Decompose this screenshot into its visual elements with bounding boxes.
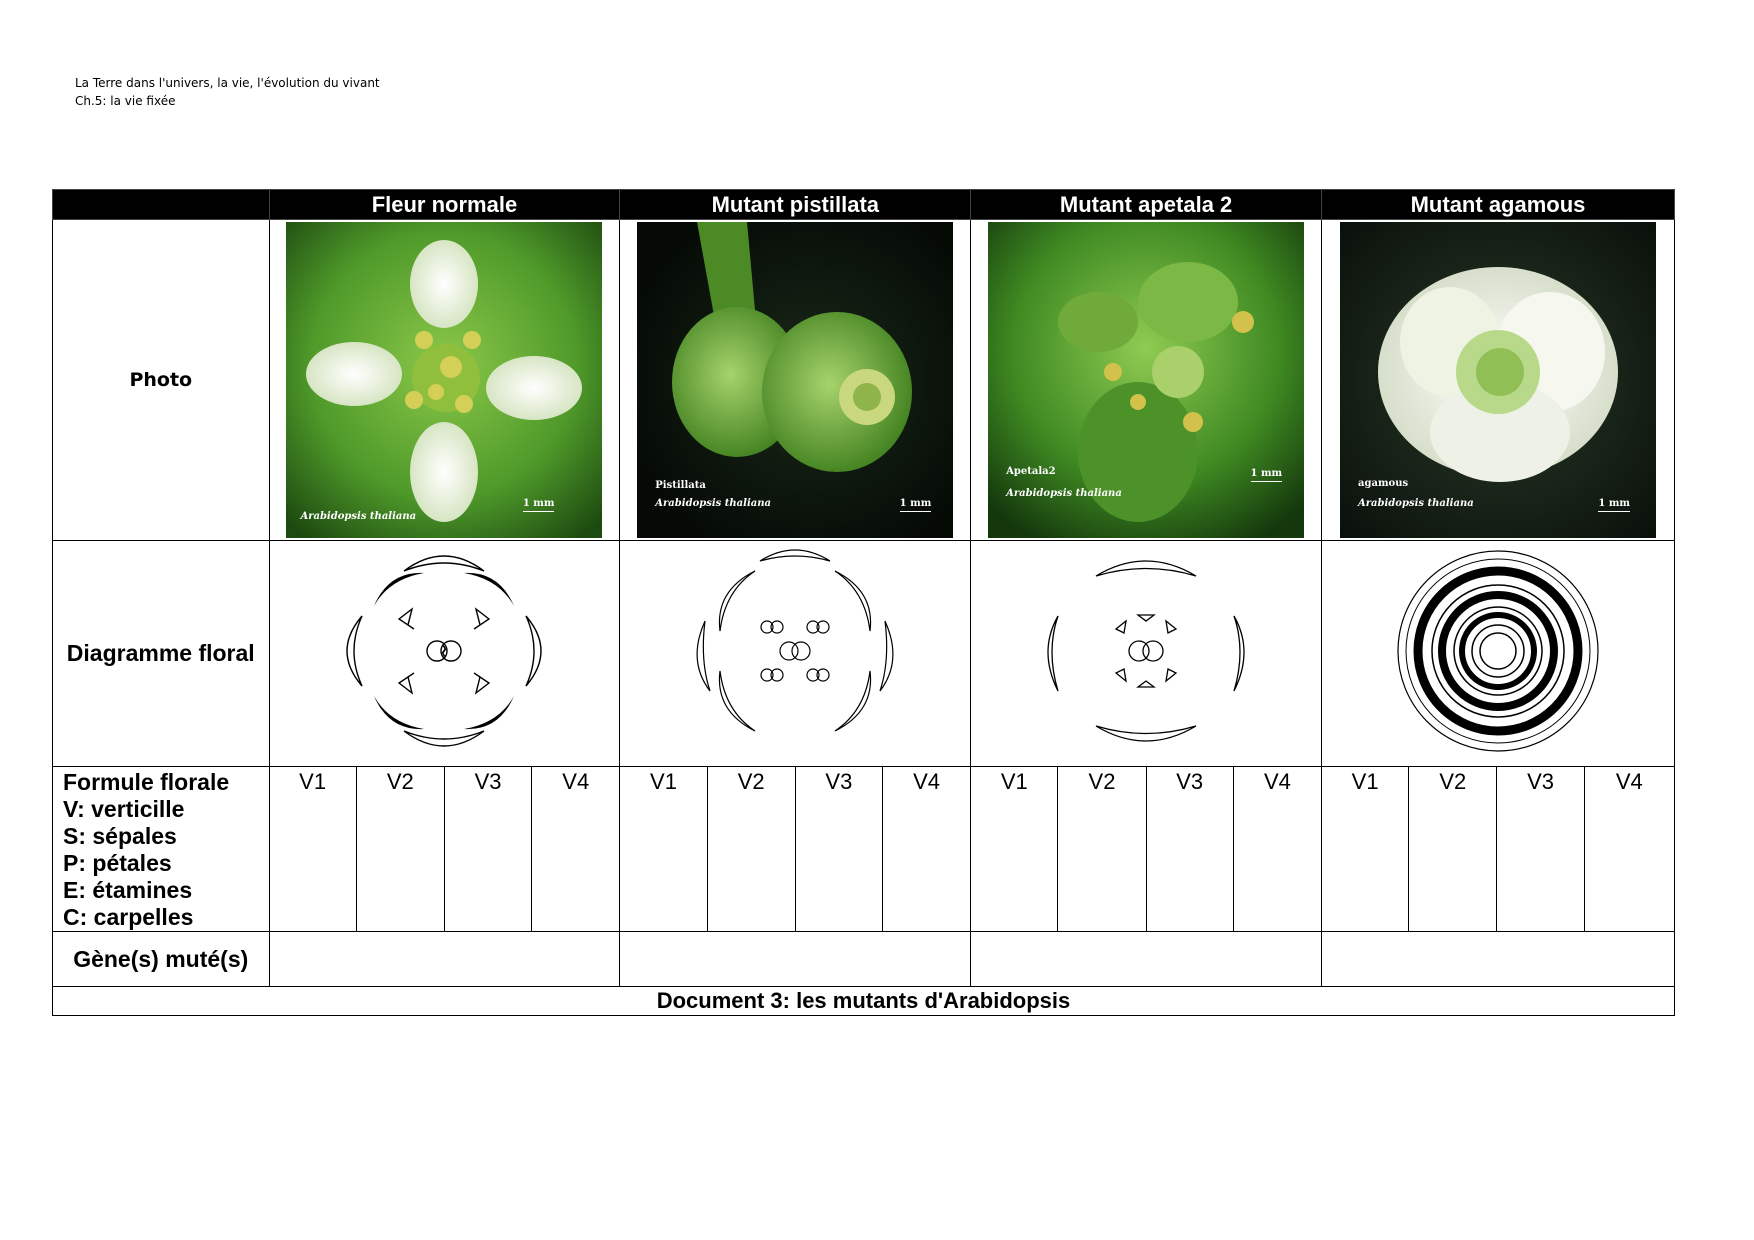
floral-diagram-apetala2 (1046, 546, 1246, 756)
photo-mutant-name: Pistillata (655, 480, 706, 491)
floral-diagram-normal (334, 546, 554, 756)
corner-cell (53, 190, 270, 220)
mutants-table (52, 189, 1675, 1016)
flower-image-agamous (1340, 222, 1656, 538)
whorl-cell[interactable]: V4 (1233, 767, 1321, 932)
caption-row (53, 987, 1675, 1016)
photo-species-label: Arabidopsis thaliana (300, 511, 417, 522)
photo-agamous-flower (1340, 222, 1656, 538)
genes-cell-pistillata[interactable] (620, 932, 971, 987)
whorl-cell[interactable]: V2 (707, 767, 795, 932)
photo-mutant-name: agamous (1358, 478, 1409, 489)
genes-cell-normal[interactable] (269, 932, 620, 987)
col-title-normal: Fleur normale (269, 190, 620, 220)
photo-row (53, 220, 1675, 541)
col-title-apetala2: Mutant apetala 2 (971, 190, 1322, 220)
row-label-genes: Gène(s) muté(s) (53, 932, 270, 987)
whorl-cell[interactable]: V4 (1584, 767, 1674, 932)
diagram-row (53, 541, 1675, 767)
formula-title: Formule florale (63, 769, 230, 795)
header-line-2: Ch.5: la vie fixée (75, 94, 176, 108)
photo-cell-apetala2 (971, 220, 1322, 541)
whorl-cell[interactable]: V2 (1058, 767, 1146, 932)
whorl-cell[interactable]: V2 (1409, 767, 1497, 932)
photo-cell-pistillata (620, 220, 971, 541)
header-row (53, 190, 1675, 220)
whorl-cell[interactable]: V1 (620, 767, 707, 932)
photo-cell-agamous (1322, 220, 1675, 541)
diagram-cell-pistillata (620, 541, 971, 767)
whorl-cell[interactable]: V3 (795, 767, 882, 932)
photo-species-label: Arabidopsis thaliana (655, 498, 771, 509)
formula-row (53, 767, 1675, 932)
scale-bar: 1 mm (1251, 468, 1283, 483)
document-caption: Document 3: les mutants d'Arabidopsis (53, 987, 1675, 1016)
photo-mutant-name: Apetala2 (1006, 466, 1056, 477)
whorl-cell[interactable]: V2 (356, 767, 444, 932)
legend-etamines: E: étamines (63, 877, 193, 903)
scale-bar: 1 mm (900, 498, 932, 513)
photo-species-label: Arabidopsis thaliana (1358, 498, 1474, 509)
legend-carpelles: C: carpelles (63, 904, 194, 930)
diagram-cell-agamous (1322, 541, 1675, 767)
row-label-diagram: Diagramme floral (53, 541, 270, 767)
document-header (75, 74, 380, 110)
row-label-photo: Photo (53, 220, 270, 541)
photo-apetala2-flower (988, 222, 1304, 538)
flower-image-normal (286, 222, 602, 538)
genes-cell-agamous[interactable] (1322, 932, 1675, 987)
legend-sepales: S: sépales (63, 823, 177, 849)
legend-petales: P: pétales (63, 850, 172, 876)
col-title-pistillata: Mutant pistillata (620, 190, 971, 220)
row-label-formula (53, 767, 270, 932)
whorl-cell[interactable]: V3 (1146, 767, 1233, 932)
photo-cell-normal (269, 220, 620, 541)
scale-bar: 1 mm (1598, 498, 1630, 513)
diagram-cell-normal (269, 541, 620, 767)
photo-species-label: Arabidopsis thaliana (1006, 488, 1122, 499)
legend-verticille: V: verticille (63, 796, 185, 822)
whorl-cell[interactable]: V4 (882, 767, 970, 932)
whorl-cell[interactable]: V1 (1322, 767, 1409, 932)
genes-cell-apetala2[interactable] (971, 932, 1322, 987)
floral-diagram-pistillata (695, 546, 895, 756)
diagram-cell-apetala2 (971, 541, 1322, 767)
whorl-cell[interactable]: V3 (444, 767, 531, 932)
scale-bar: 1 mm (523, 498, 555, 513)
whorl-cell[interactable]: V3 (1497, 767, 1584, 932)
header-line-1: La Terre dans l'univers, la vie, l'évolution du vivant (75, 76, 380, 90)
col-title-agamous: Mutant agamous (1322, 190, 1675, 220)
whorl-cell[interactable]: V1 (971, 767, 1058, 932)
whorl-cell[interactable]: V1 (269, 767, 356, 932)
floral-diagram-agamous (1388, 541, 1608, 761)
photo-normal-flower (286, 222, 602, 538)
genes-row (53, 932, 1675, 987)
whorl-cell[interactable]: V4 (532, 767, 620, 932)
photo-pistillata-flower (637, 222, 953, 538)
